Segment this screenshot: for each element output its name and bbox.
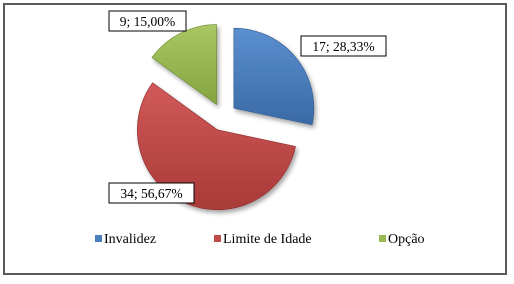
legend-swatch	[214, 235, 221, 242]
legend-item-limite-de-idade	[214, 232, 312, 247]
svg-text:34; 56,67%: 34; 56,67%	[120, 186, 183, 201]
legend	[95, 232, 425, 247]
svg-text:Limite de Idade: Limite de Idade	[223, 232, 312, 247]
legend-item-invalidez	[95, 232, 156, 247]
chart-frame	[3, 3, 507, 275]
svg-text:Invalidez: Invalidez	[104, 232, 157, 247]
data-label-invalidez	[301, 36, 386, 56]
svg-text:Opção: Opção	[388, 232, 425, 247]
data-label-limite-de-idade	[109, 183, 194, 203]
legend-swatch	[95, 235, 102, 242]
legend-swatch	[379, 235, 386, 242]
data-label-opcao	[109, 11, 186, 31]
svg-text:17; 28,33%: 17; 28,33%	[312, 39, 375, 54]
svg-text:9; 15,00%: 9; 15,00%	[119, 14, 176, 29]
pie-chart	[5, 5, 505, 273]
legend-item-opcao	[379, 232, 425, 247]
